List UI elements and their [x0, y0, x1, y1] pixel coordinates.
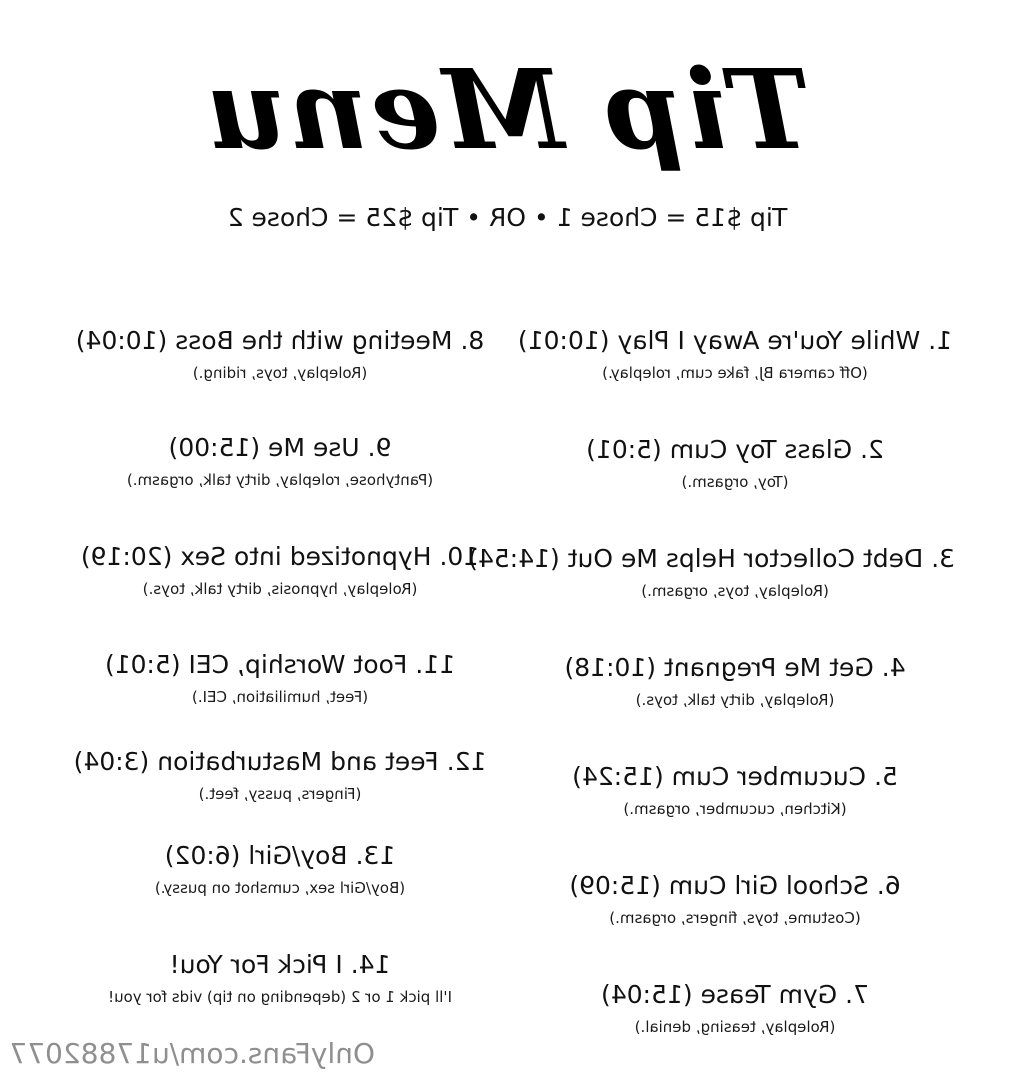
menu-item: [515, 652, 955, 710]
menu-item-title: 6. School Girl Cum (15:09): [569, 871, 901, 900]
menu-item: [468, 543, 955, 601]
menu-item: [60, 840, 500, 898]
menu-item-description: (Roleplay, teasing, denial.): [634, 1018, 836, 1036]
menu-item-description: (Roleplay, hypnosis, dirty talk, toys.): [142, 580, 418, 598]
menu-item-title: 2. Glass Toy Cum (5:01): [586, 435, 884, 464]
menu-item-description: (Fingers, pussy, feet.): [198, 785, 362, 803]
menu-item-title: 11. Foot Worship, CEI (5:01): [104, 650, 456, 679]
menu-item: [515, 870, 955, 928]
watermark-text: OnlyFans.com/u17882077: [9, 1037, 375, 1070]
menu-item-title: 3. Debt Collector Helps Me Out (14:54): [468, 544, 955, 573]
menu-item-description: (Roleplay, dirty talk, toys.): [635, 691, 835, 709]
menu-item-title: 13. Boy/Girl (6:02): [164, 841, 396, 870]
menu-item-description: (Kitchen, cucumber, orgasm.): [623, 800, 847, 818]
menu-item: [515, 325, 955, 383]
menu-item: [515, 761, 955, 819]
menu-item: [60, 541, 500, 599]
page-title: Tip Menu: [204, 45, 811, 174]
menu-item-description: (Feet, humiliation, CEI.): [191, 688, 369, 706]
menu-item-title: 10. Hypnotized into Sex (20:19): [80, 542, 480, 571]
menu-item-description: (Roleplay, toys, orgasm.): [641, 582, 829, 600]
menu-item: [515, 434, 955, 492]
menu-item-title: 4. Get Me Pregnant (10:18): [564, 653, 906, 682]
menu-item-description: (Off camera BJ, fake cum, roleplay.): [602, 364, 868, 382]
menu-item-title: 5. Cucumber Cum (15:24): [572, 762, 898, 791]
menu-item-description: (Costume, toys, fingers, orgasm.): [609, 909, 861, 927]
menu-item-title: 9. Use Me (15:00): [168, 433, 392, 462]
menu-item-description: (Boy/Girl sex, cumshot on pussy.): [154, 879, 406, 897]
pricing-subtitle: Tip $15 = Chose 1 • OR • Tip $25 = Chose 2: [227, 203, 788, 232]
menu-item-description: I'll pick 1 or 2 (depending on tip) vids for you!: [108, 988, 452, 1006]
menu-item: [60, 746, 500, 804]
menu-item-title: 12. Feet and Masturbation (3:04): [73, 747, 487, 776]
menu-item: [60, 325, 500, 383]
menu-item-title: 1. While You're Away I Play (10:01): [517, 326, 953, 355]
menu-item: [60, 649, 500, 707]
menu-item-title: 7. Gym Tease (15:04): [601, 980, 869, 1009]
menu-item: [60, 432, 500, 490]
menu-item-title: 8. Meeting with the Boss (10:04): [75, 326, 485, 355]
menu-item-description: (Toy, orgasm.): [681, 473, 789, 491]
menu-item-description: (Roleplay, toys, riding.): [192, 364, 368, 382]
menu-item: [60, 949, 500, 1007]
menu-item: [515, 979, 955, 1037]
menu-item-description: (Pantyhose, roleplay, dirty talk, orgasm.): [126, 471, 434, 489]
menu-item-title: 14. I Pick For You!: [169, 950, 391, 979]
